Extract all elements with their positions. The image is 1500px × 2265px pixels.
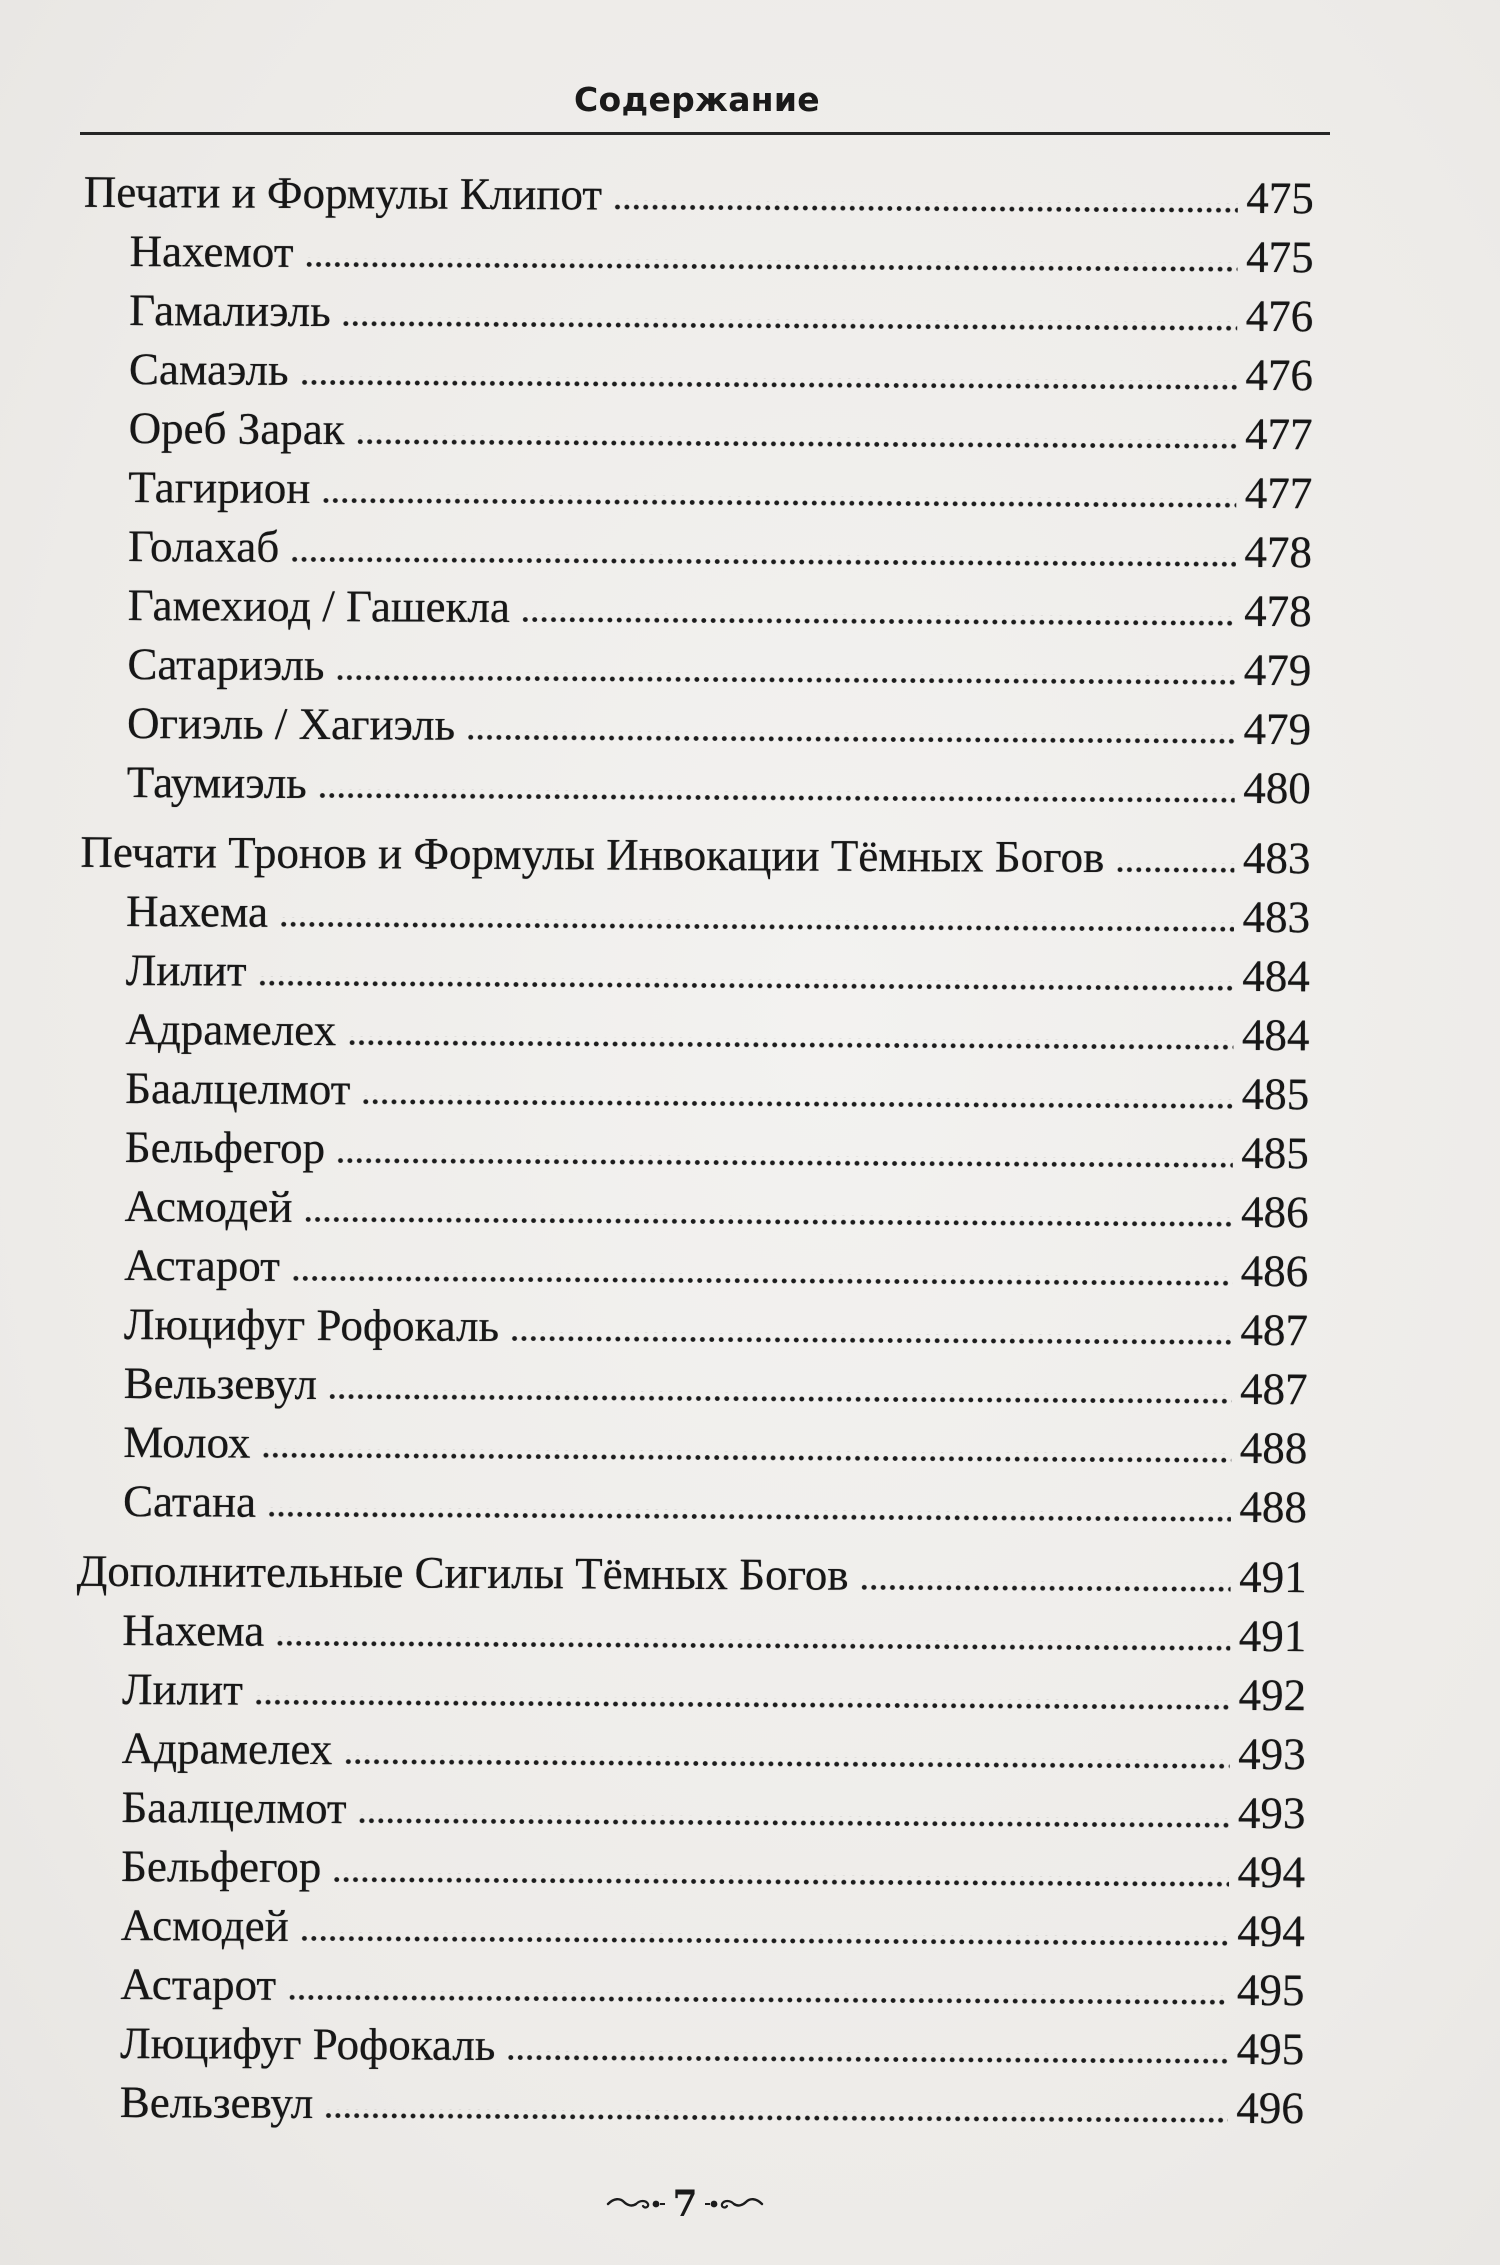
- header-rule: [80, 132, 1330, 135]
- dot-leader: [321, 494, 1235, 508]
- dot-leader: [261, 1449, 1230, 1463]
- toc-entry-title: Молох: [123, 1416, 251, 1468]
- toc-entry: [0, 1954, 1497, 2021]
- dot-leader: [510, 1332, 1231, 1345]
- dot-leader: [336, 1154, 1232, 1168]
- dot-leader: [332, 1873, 1228, 1887]
- dot-leader: [299, 376, 1236, 390]
- running-header-title: Содержание: [574, 80, 820, 119]
- toc-entry: [0, 1895, 1497, 1962]
- flourish-right-icon: [704, 2192, 764, 2216]
- toc-page-number: 485: [1241, 1068, 1310, 1120]
- toc-page-number: 495: [1236, 2023, 1305, 2075]
- toc-page-number: 487: [1240, 1304, 1309, 1356]
- dot-leader: [347, 1036, 1233, 1050]
- dot-leader: [335, 671, 1234, 685]
- toc-page-number: 476: [1245, 349, 1314, 401]
- dot-leader: [613, 201, 1237, 213]
- page-number: 7: [672, 2183, 698, 2225]
- dot-leader: [287, 1991, 1228, 2005]
- toc-entry-title: Гамалиэль: [129, 284, 331, 337]
- toc-entry-title: Нахема: [122, 1604, 265, 1656]
- toc-entry: [3, 693, 1500, 760]
- toc-entry: [4, 516, 1500, 583]
- dot-leader: [303, 1213, 1232, 1227]
- toc-entry: [0, 2013, 1496, 2080]
- dot-leader: [521, 613, 1235, 626]
- toc-entry-title: Адрамелех: [121, 1722, 333, 1775]
- toc-entry-title: Голахаб: [127, 520, 280, 572]
- toc-entry: [4, 457, 1500, 524]
- toc-entry-title: Вельзевул: [119, 2076, 314, 2128]
- toc-entry-title: Люцифуг Рофокаль: [120, 2017, 496, 2070]
- toc-page-number: 477: [1244, 408, 1313, 460]
- dot-leader: [300, 1932, 1229, 1946]
- toc-entry: [2, 940, 1500, 1007]
- toc-entry: [0, 1600, 1498, 1667]
- toc-entry: [0, 1235, 1500, 1302]
- dot-leader: [267, 1508, 1230, 1522]
- toc-entry-title: Лилит: [125, 944, 247, 996]
- toc-entry-title: Дополнительные Сигилы Тёмных Богов: [76, 1545, 849, 1600]
- dot-leader: [254, 1696, 1230, 1710]
- page-footer: [0, 2180, 1370, 2228]
- toc-page-number: 478: [1244, 526, 1313, 578]
- toc-page-number: 483: [1242, 891, 1311, 943]
- toc-entry-title: Сатариэль: [127, 638, 325, 691]
- toc-section-heading: [6, 162, 1500, 229]
- toc-entry-title: Бельфегор: [120, 1840, 322, 1893]
- toc-entry-title: Сатана: [122, 1475, 257, 1527]
- toc-page-number: 475: [1245, 231, 1314, 283]
- dot-leader: [343, 1755, 1229, 1769]
- toc-entry: [5, 339, 1500, 406]
- toc-entry-title: Печати и Формулы Клипот: [83, 166, 603, 220]
- toc-page-number: 479: [1243, 644, 1312, 696]
- toc-page-number: 491: [1239, 1551, 1307, 1603]
- dot-leader: [358, 1814, 1229, 1828]
- toc-entry: [0, 1176, 1500, 1243]
- toc-entry-title: Асмодей: [120, 1899, 289, 1951]
- toc-entry: [0, 2072, 1496, 2139]
- toc-page-number: 496: [1236, 2082, 1304, 2134]
- toc-entry-title: Печати Тронов и Формулы Инвокации Тёмных Богов: [80, 826, 1105, 883]
- toc-page-number: 492: [1238, 1669, 1307, 1721]
- toc-page-number: 486: [1240, 1245, 1309, 1297]
- toc-entry: [3, 634, 1500, 701]
- toc-page-number: 491: [1238, 1610, 1307, 1662]
- toc-section-heading: [2, 822, 1500, 889]
- toc-entry-title: Астарот: [120, 1958, 277, 2010]
- toc-entry: [3, 752, 1500, 819]
- toc-entry-title: Таумиэль: [126, 756, 307, 808]
- toc-entry: [0, 1353, 1500, 1420]
- table-of-contents: [0, 162, 1500, 2139]
- toc-page-number: 493: [1237, 1787, 1306, 1839]
- dot-leader: [506, 2051, 1227, 2064]
- toc-entry: [0, 1836, 1497, 1903]
- toc-page-number: 486: [1240, 1186, 1309, 1238]
- toc-page-number: 479: [1243, 703, 1312, 755]
- toc-entry-title: Огиэль / Хагиэль: [126, 697, 456, 750]
- toc-entry-title: Баалцелмот: [121, 1781, 347, 1834]
- toc-entry-title: Баалцелмот: [125, 1062, 351, 1115]
- toc-page-number: 478: [1244, 585, 1312, 637]
- dot-leader: [304, 258, 1237, 272]
- toc-entry: [5, 280, 1500, 347]
- toc-section-heading: [0, 1541, 1499, 1608]
- dot-leader: [279, 918, 1234, 932]
- dot-leader: [361, 1095, 1232, 1109]
- toc-entry-title: Нахема: [125, 885, 269, 937]
- dot-leader: [275, 1637, 1230, 1651]
- toc-entry-title: Люцифуг Рофокаль: [123, 1298, 500, 1351]
- toc-entry-title: Нахемот: [129, 225, 294, 277]
- toc-entry: [5, 221, 1500, 288]
- toc-entry: [4, 575, 1500, 642]
- toc-entry-title: Гамехиод / Гашекла: [127, 579, 511, 632]
- dot-leader: [342, 317, 1237, 331]
- toc-entry: [1, 1058, 1500, 1125]
- toc-entry: [2, 881, 1500, 948]
- toc-page-number: 484: [1242, 950, 1310, 1002]
- toc-page-number: 484: [1241, 1009, 1310, 1061]
- flourish-left-icon: [606, 2192, 666, 2216]
- toc-entry: [4, 398, 1500, 465]
- toc-page-number: 476: [1245, 290, 1314, 342]
- toc-entry: [1, 1117, 1500, 1184]
- toc-page-number: 475: [1246, 172, 1314, 224]
- toc-entry: [0, 1294, 1500, 1361]
- toc-entry-title: Ореб Зарак: [128, 402, 345, 455]
- toc-page-number: 494: [1237, 1905, 1305, 1957]
- dot-leader: [258, 977, 1234, 991]
- toc-entry-title: Бельфегор: [124, 1121, 326, 1174]
- toc-entry-title: Вельзевул: [123, 1357, 318, 1409]
- toc-entry: [0, 1412, 1499, 1479]
- toc-entry: [0, 1659, 1498, 1726]
- toc-page-number: 485: [1241, 1127, 1309, 1179]
- dot-leader: [291, 1272, 1232, 1286]
- toc-entry: [1, 999, 1500, 1066]
- dot-leader: [290, 553, 1235, 567]
- dot-leader: [356, 435, 1237, 449]
- toc-entry: [0, 1471, 1499, 1538]
- toc-entry-title: Тагирион: [128, 461, 311, 513]
- toc-page-number: 480: [1243, 762, 1311, 814]
- toc-entry: [0, 1777, 1498, 1844]
- toc-page-number: 477: [1244, 467, 1313, 519]
- toc-entry-title: Асмодей: [124, 1180, 293, 1232]
- dot-leader: [860, 1581, 1231, 1592]
- dot-leader: [324, 2109, 1227, 2123]
- dot-leader: [328, 1390, 1231, 1404]
- dot-leader: [466, 731, 1235, 744]
- toc-entry-title: Астарот: [124, 1239, 281, 1291]
- toc-page-number: 495: [1236, 1964, 1305, 2016]
- dot-leader: [1115, 863, 1234, 873]
- toc-entry: [0, 1718, 1498, 1785]
- toc-page-number: 483: [1242, 832, 1311, 884]
- toc-page-number: 488: [1239, 1481, 1308, 1533]
- dot-leader: [318, 789, 1235, 803]
- toc-page-number: 487: [1239, 1363, 1308, 1415]
- toc-page-number: 494: [1237, 1846, 1306, 1898]
- toc-page-number: 493: [1238, 1728, 1306, 1780]
- toc-entry-title: Самаэль: [128, 343, 289, 395]
- toc-entry-title: Адрамелех: [125, 1003, 337, 1056]
- toc-entry-title: Лилит: [121, 1663, 243, 1715]
- toc-page-number: 488: [1239, 1422, 1308, 1474]
